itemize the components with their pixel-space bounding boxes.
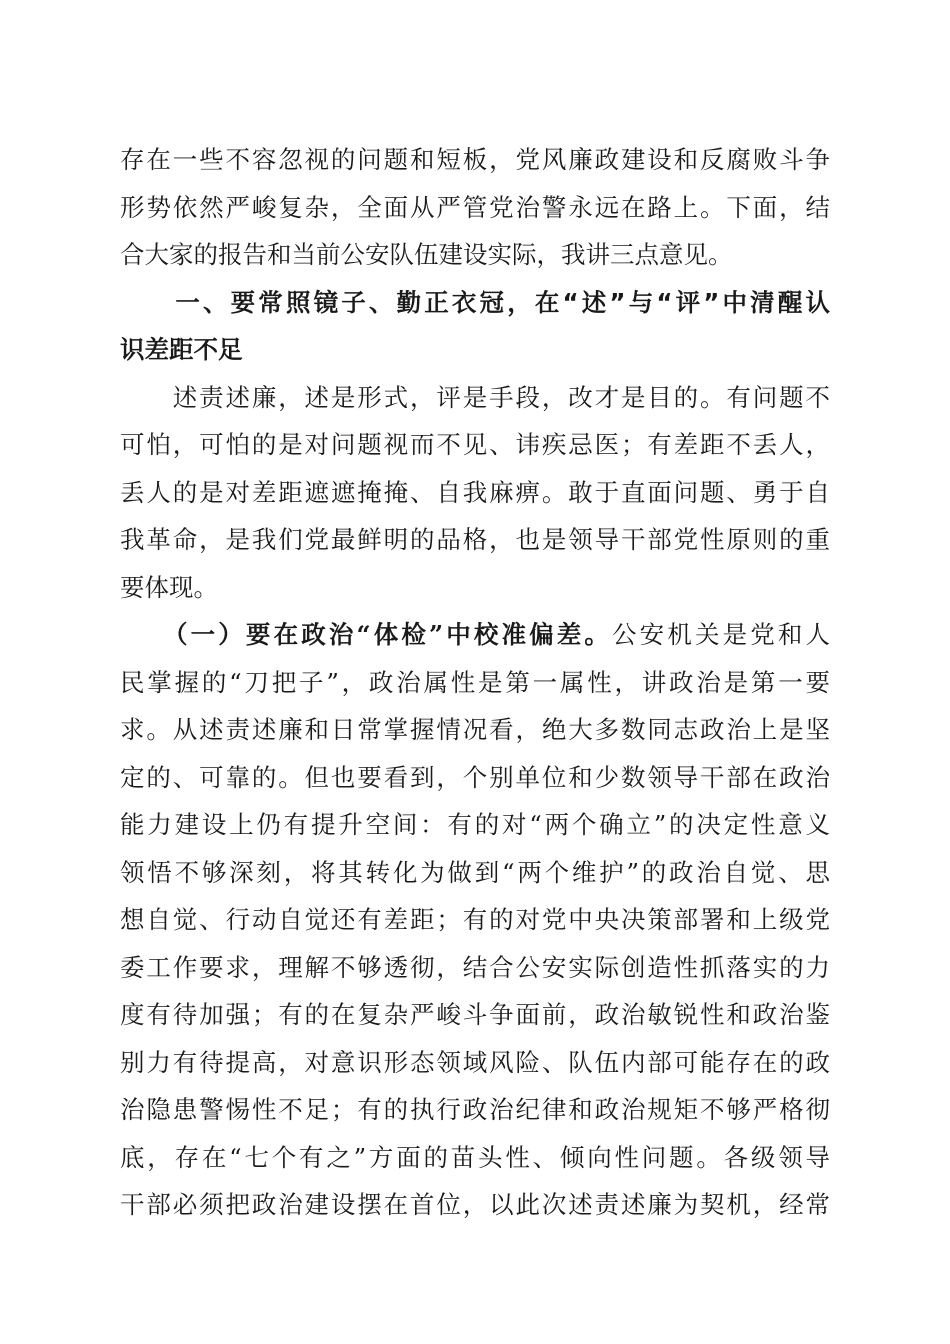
body-text-line: 治隐患警惕性不足；有的执行政治纪律和政治规矩不够严格彻 [120, 1095, 830, 1124]
body-text-line: 定的、可靠的。但也要看到，个别单位和少数领导干部在政治 [120, 763, 830, 792]
body-text-line: 求。从述责述廉和日常掌握情况看，绝大多数同志政治上是坚 [120, 715, 830, 744]
body-text-line: 述责述廉，述是形式，评是手段，改才是目的。有问题不 [120, 383, 830, 412]
body-text-line: 要体现。 [120, 573, 218, 602]
body-text-line: 可怕，可怕的是对问题视而不见、讳疾忌医；有差距不丢人， [120, 430, 830, 459]
body-text-line: 丢人的是对差距遮遮掩掩、自我麻痹。敢于直面问题、勇于自 [120, 478, 830, 507]
body-text-line: 存在一些不容忽视的问题和短板，党风廉政建设和反腐败斗争 [120, 145, 830, 174]
body-text-line: 底，存在“七个有之”方面的苗头性、倾向性问题。各级领导 [120, 1143, 830, 1172]
body-text-line: 委工作要求，理解不够透彻，结合公安实际创造性抓落实的力 [120, 953, 830, 982]
section-heading: 一、要常照镜子、勤正衣冠，在“述”与“评”中清醒认 [120, 288, 830, 317]
body-text-line: 合大家的报告和当前公安队伍建设实际，我讲三点意见。 [120, 240, 733, 269]
body-text-line: 民掌握的“刀把子”，政治属性是第一属性，讲政治是第一要 [120, 668, 830, 697]
section-heading: 识差距不足 [120, 335, 243, 364]
body-text-line: 别力有待提高，对意识形态领域风险、队伍内部可能存在的政 [120, 1048, 830, 1077]
body-text-line: 干部必须把政治建设摆在首位，以此次述责述廉为契机，经常 [120, 1190, 830, 1219]
body-text-line: 度有待加强；有的在复杂严峻斗争面前，政治敏锐性和政治鉴 [120, 1000, 830, 1029]
body-text-line: 我革命，是我们党最鲜明的品格，也是领导干部党性原则的重 [120, 525, 830, 554]
body-text-line: 形势依然严峻复杂，全面从严管党治警永远在路上。下面，结 [120, 193, 830, 222]
body-text-run: 公安机关是党和人 [612, 620, 831, 649]
subsection-heading: （一）要在政治“体检”中校准偏差。 [120, 620, 613, 649]
body-text-line: 领悟不够深刻，将其转化为做到“两个维护”的政治自觉、思 [120, 858, 830, 887]
body-text-line: 想自觉、行动自觉还有差距；有的对党中央决策部署和上级党 [120, 905, 830, 934]
subsection-lead-line [120, 613, 830, 657]
body-text-line: 能力建设上仍有提升空间：有的对“两个确立”的决定性意义 [120, 810, 830, 839]
